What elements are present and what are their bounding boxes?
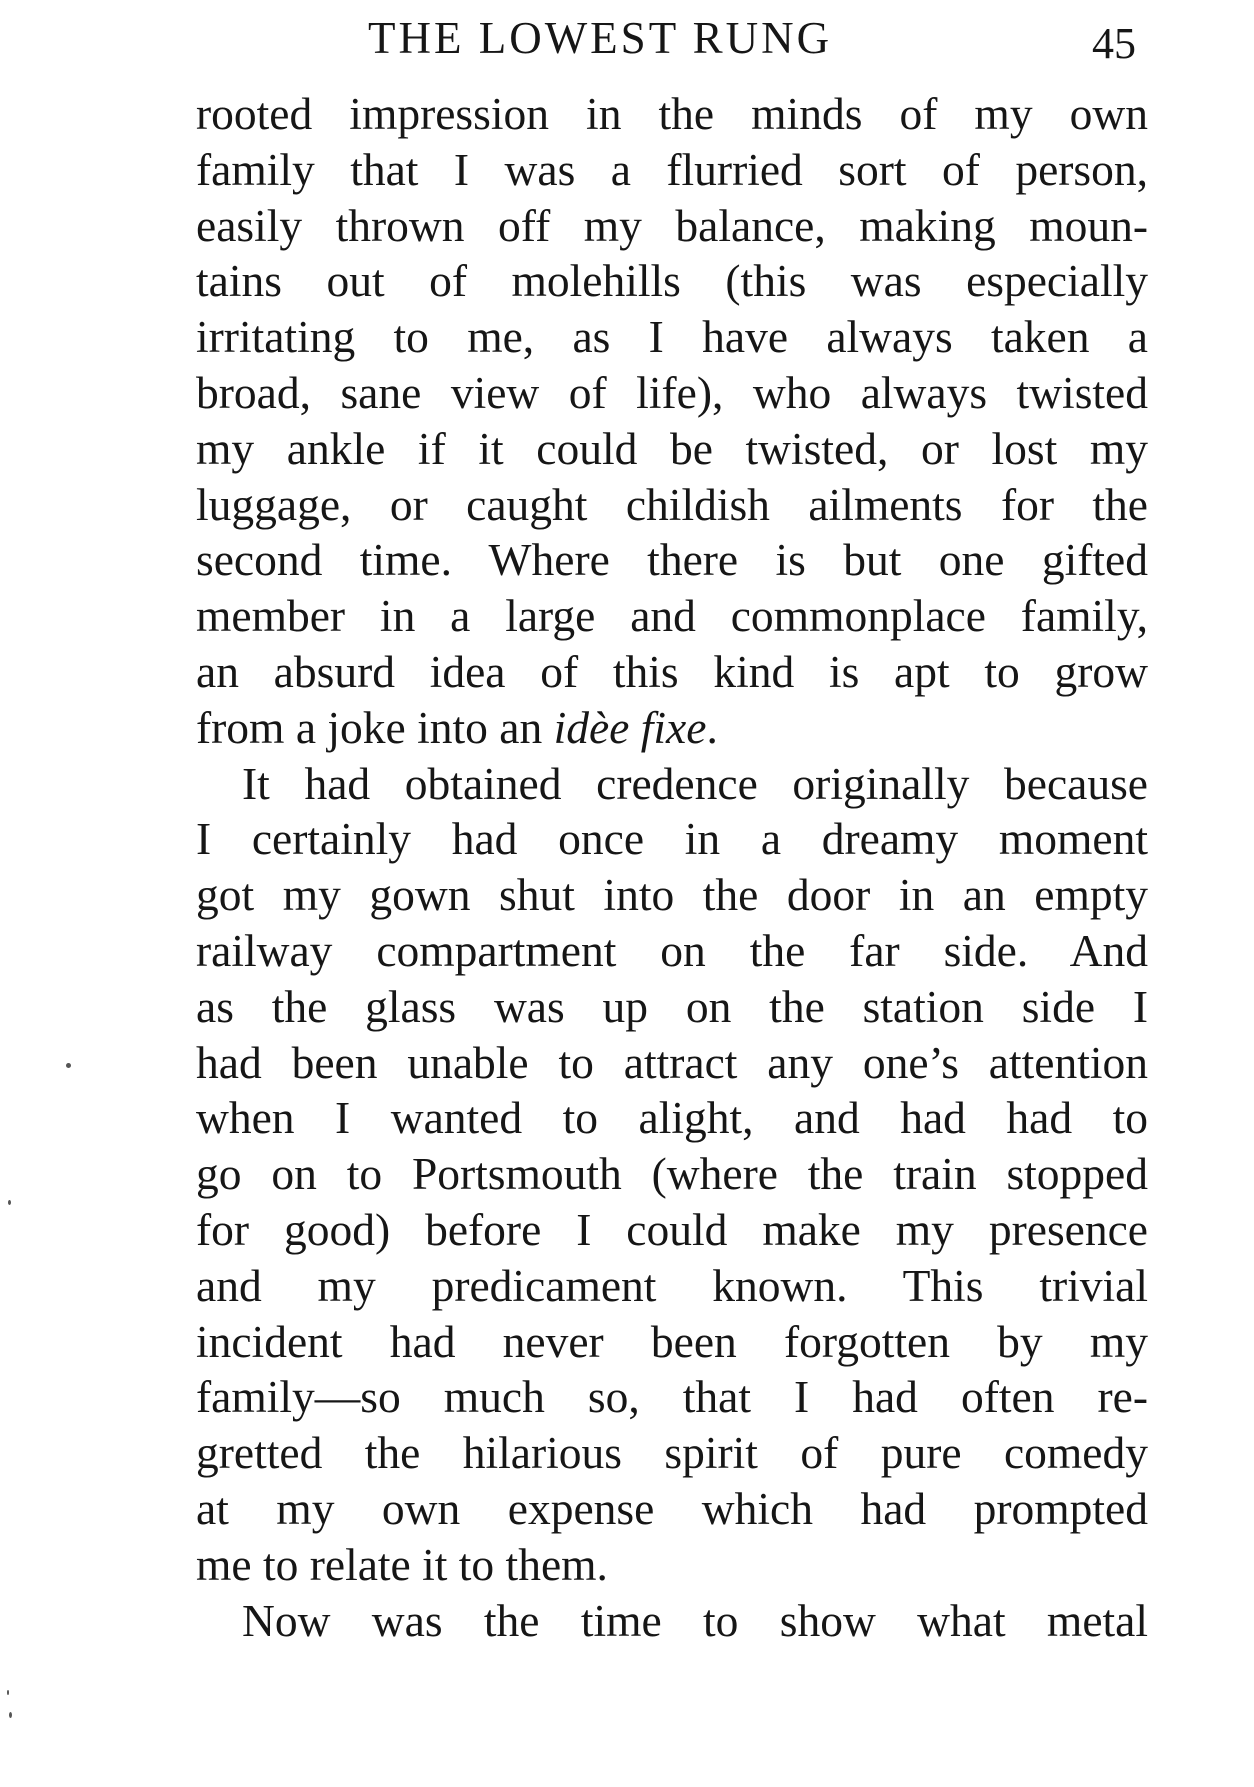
text-line: easily thrown off my balance, making moun- [196, 199, 1148, 251]
page-number: 45 [1092, 19, 1136, 68]
text-line: got my gown shut into the door in an empty [196, 869, 1148, 921]
text-line: It had obtained credence originally because [242, 757, 1148, 809]
text-line: railway compartment on the far side. And [196, 924, 1148, 976]
text-line: luggage, or caught childish ailments for the [196, 478, 1148, 530]
text-line: family—so much so, that I had often re- [196, 1371, 1148, 1423]
text-line: and my predicament known. This trivial [196, 1259, 1148, 1311]
running-title: THE LOWEST RUNG [368, 13, 833, 63]
page-header [0, 8, 1254, 68]
paragraph-1 [196, 86, 1148, 756]
text-line: tains out of molehills (this was especially [196, 255, 1148, 307]
text-line: second time. Where there is but one gifted [196, 534, 1148, 586]
text-fragment: . [706, 701, 718, 753]
text-line: gretted the hilarious spirit of pure comedy [196, 1427, 1148, 1479]
scan-speck [7, 1690, 9, 1695]
text-fragment: from a joke into an [196, 701, 554, 753]
paragraph-3 [196, 1593, 1148, 1649]
scan-speck [66, 1063, 71, 1068]
text-line: incident had never been forgotten by my [196, 1315, 1148, 1367]
text-line: my ankle if it could be twisted, or lost my [196, 422, 1148, 474]
text-line: for good) before I could make my presence [196, 1203, 1148, 1255]
text-line: Now was the time to show what metal [242, 1594, 1148, 1646]
text-line: an absurd idea of this kind is apt to grow [196, 645, 1148, 697]
text-line: rooted impression in the minds of my own [196, 88, 1148, 139]
text-line: I certainly had once in a dreamy moment [196, 813, 1148, 865]
text-line: member in a large and commonplace family, [196, 590, 1148, 642]
paragraph-2 [196, 756, 1148, 1593]
text-line: me to relate it to them. [196, 1538, 608, 1590]
text-line: irritating to me, as I have always taken a [196, 311, 1148, 363]
text-line: had been unable to attract any one’s attention [196, 1036, 1148, 1088]
italic-phrase: idèe fixe [553, 701, 707, 753]
scan-speck [8, 1200, 11, 1205]
text-line: go on to Portsmouth (where the train stopped [196, 1148, 1148, 1200]
body-text [196, 86, 1148, 1648]
text-line: when I wanted to alight, and had had to [196, 1092, 1148, 1144]
scan-speck [9, 1712, 12, 1718]
text-line: as the glass was up on the station side I [196, 980, 1148, 1032]
text-line [196, 700, 1148, 756]
text-line: at my own expense which had prompted [196, 1482, 1148, 1534]
text-line: family that I was a flurried sort of person, [196, 143, 1148, 195]
text-line: broad, sane view of life), who always twisted [196, 366, 1148, 418]
